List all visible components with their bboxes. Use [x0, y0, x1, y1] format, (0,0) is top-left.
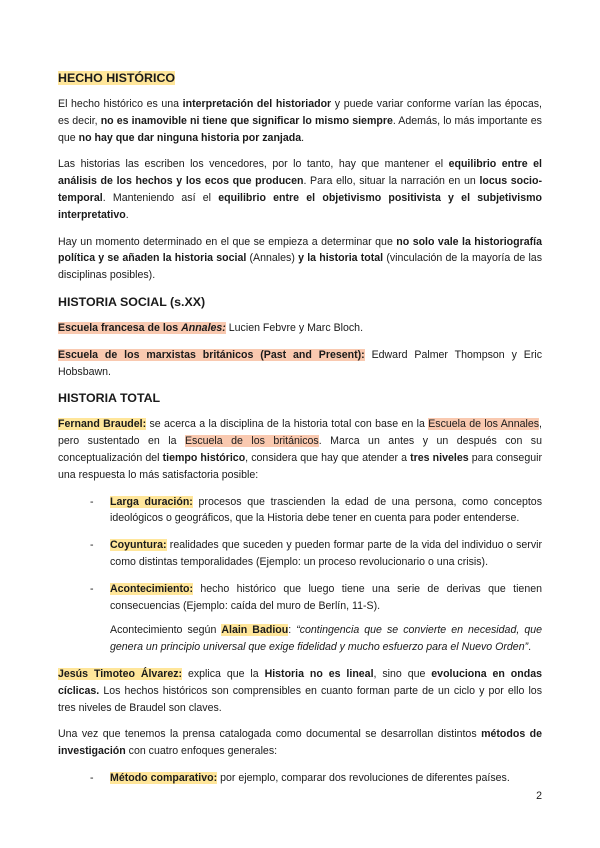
badiou-name: Alain Badiou [221, 624, 289, 637]
paragraph-hecho-definicion: El hecho histórico es una interpretación del historiador y puede variar conforme varían las épocas, es decir, no es inamovible ni tiene que significar lo mismo siempre. Además, lo más importante es que no hay que dar ninguna historia por zanjada. [58, 98, 542, 144]
list-item: - Método comparativo: por ejemplo, comparar dos revoluciones de diferentes países. [90, 771, 510, 784]
paragraph-annales: Escuela francesa de los Annales: Lucien Febvre y Marc Bloch. [58, 321, 364, 334]
methods-list [58, 770, 542, 787]
braudel-name: Fernand Braudel: [58, 418, 147, 431]
document-page [58, 70, 542, 797]
badiou-quote: “contingencia que se convierte en necesidad, que genera un principio universal que exige fidelidad y mucho esfuerzo para el Nuevo Orden” [110, 624, 542, 654]
highlight-escuela-annales: Escuela de los Annales [428, 418, 540, 431]
list-item: - Coyuntura: realidades que suceden y pueden formar parte de la vida del individuo o servir como distintas temporalidades (Ejemplo: un proceso revolucionario o una crisis). [90, 539, 542, 568]
marxistas-label: Escuela de los marxistas británicos (Past and Present): [58, 348, 365, 361]
level-label: Larga duración: [110, 495, 193, 508]
section-title-hecho-historico [58, 70, 542, 87]
list-item: - Larga duración: procesos que trascienden la edad de una persona, como conceptos ideológicos o geográficos, que la Historia debe tener en cuenta para poder entenderse. [90, 495, 542, 525]
paragraph-prensa: Una vez que tenemos la prensa catalogada como documental se desarrollan distintos métodos de investigación con cuatro enfoques generales: [58, 728, 543, 758]
method-label: Método comparativo: [110, 771, 218, 784]
braudel-levels-list [58, 494, 542, 615]
annales-label: Escuela francesa de los Annales: [58, 321, 226, 334]
paragraph-historia-social-total: Hay un momento determinado en el que se empieza a determinar que no solo vale la historiografía política y se añaden la historia social (Annales) y la historia total (vinculación de la mayoría de las disciplinas posibles). [58, 235, 542, 282]
highlight-escuela-britanicos: Escuela de los británicos [184, 435, 319, 448]
paragraph-marxistas: Escuela de los marxistas británicos (Past and Present): Edward Palmer Thompson y Eric Hobsbawn. [58, 348, 542, 378]
jesus-name: Jesús Timoteo Álvarez: [58, 667, 183, 680]
paragraph-vencedores: Las historias las escriben los vencedores, por lo tanto, hay que mantener el equilibrio entre el análisis de los hechos y los ecos que producen. Para ello, situar la narración en un locus socio-temporal. Manteniendo así el equilibrio entre el objetivismo positivista y el subjetivismo interpretativo. [58, 158, 542, 221]
highlighted-title: HECHO HISTÓRICO [58, 71, 176, 85]
list-item: - Acontecimiento: hecho histórico que luego tiene una serie de derivas que tienen consecuencias (Ejemplo: caída del muro de Berlín, 11-S). [90, 582, 542, 612]
paragraph-braudel: Fernand Braudel: se acerca a la disciplina de la historia total con base en la Escuela de los Annales, pero sustentado en la Escuela de los británicos. Marca un antes y un después con su conceptualización del tiempo histórico, considera que hay que atender a tres niveles para conseguir una respuesta lo más satisfactoria posible: [58, 418, 542, 481]
page-number: 2 [536, 790, 542, 802]
paragraph-jesus-timoteo: Jesús Timoteo Álvarez: explica que la Historia no es lineal, sino que evoluciona en ondas cíclicas. Los hechos históricos son comprensibles en cuanto forman parte de un ciclo y por ello los tres niveles de Braudel son claves. [58, 667, 542, 714]
section-title-historia-social: HISTORIA SOCIAL (s.XX) [58, 294, 206, 309]
level-label: Coyuntura: [110, 539, 167, 552]
paragraph-badiou: Acontecimiento según Alain Badiou: “contingencia que se convierte en necesidad, que genera un principio universal que exige fidelidad y mucho esfuerzo para el Nuevo Orden”. [110, 624, 542, 654]
level-label: Acontecimiento: [110, 582, 193, 595]
section-title-historia-total: HISTORIA TOTAL [58, 391, 161, 406]
